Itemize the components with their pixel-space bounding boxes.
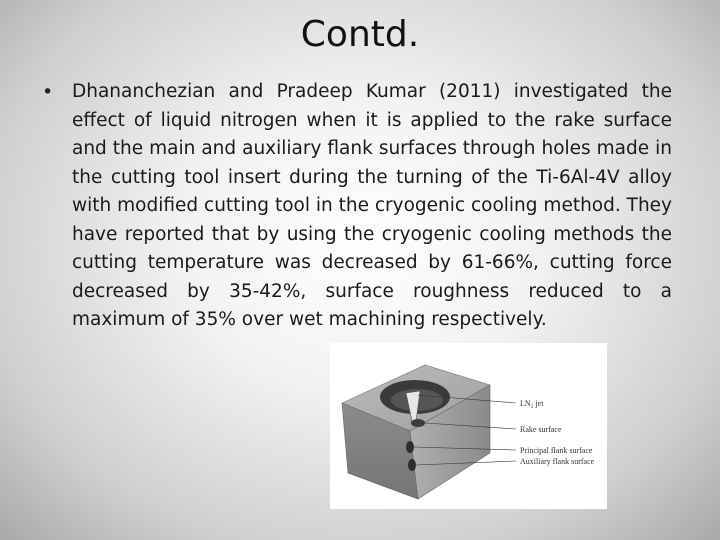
label-principal-flank: Principal flank surface	[520, 446, 593, 455]
auxiliary-flank-hole	[408, 459, 416, 471]
bullet-dot: •	[42, 81, 54, 103]
label-rake-surface: Rake surface	[520, 425, 562, 434]
label-ln2-jet: LN₂ jet	[520, 399, 544, 408]
slide-title: Contd.	[300, 14, 420, 55]
cutting-tool-diagram	[330, 343, 607, 509]
principal-flank-hole	[406, 441, 414, 453]
cutting-tool-figure	[330, 343, 607, 509]
bullet-text: Dhananchezian and Pradeep Kumar (2011) investigated the effect of liquid nitrogen when it is applied to the rake surface and the main and auxiliary flank surfaces through holes made in the cutting tool insert during the turning of the Ti-6Al-4V alloy with modified cutting tool in the cryogenic cooling method. They have reported that by using the cryogenic cooling methods the cutting temperature was decreased by 61-66%, cutting force decreased by 35-42%, surface roughness reduced to a maximum of 35% over wet machining respectively.	[72, 81, 672, 330]
rake-hole	[411, 419, 425, 427]
bullet-point	[42, 78, 672, 335]
label-auxiliary-flank: Auxiliary flank surface	[520, 457, 595, 466]
